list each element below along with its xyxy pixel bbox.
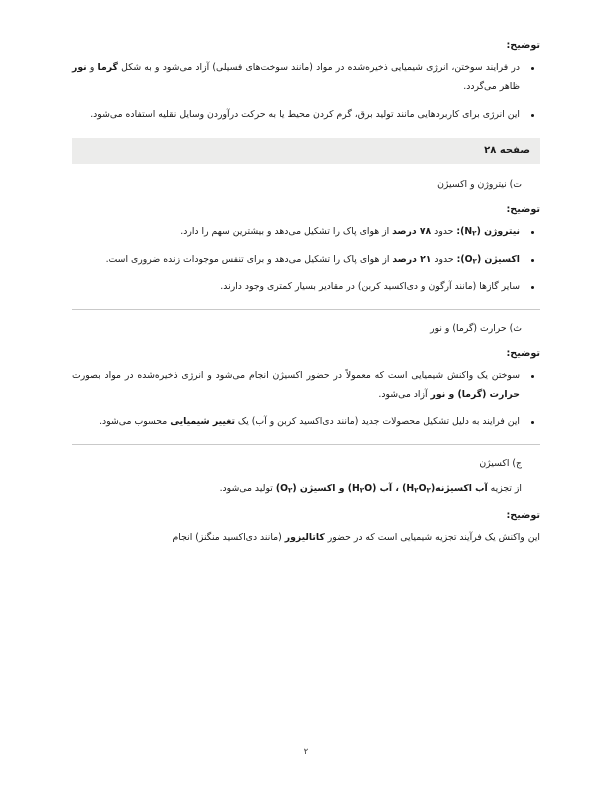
paragraph-catalyst: این واکنش یک فرآیند تجزیه شیمیایی است که در حضور کاتالیزور (مانند دی‌اکسید منگنز) انجام [172,532,540,544]
list-item: سوختن یک واکنش شیمیایی است که معمولاً در حضور اکسیژن انجام می‌شود و انرژی ذخیره‌شده در مواد بصورت حرارت (گرما) و نور آزاد می‌شود. [72,367,540,404]
subheading-nitrogen-oxygen: ت) نیتروژن و اکسیژن [437,179,522,191]
explanation-label-2: توضیح: [506,203,540,215]
list-item: اکسیژن $(O_۲)$: حدود ۲۱ درصد از هوای پاک را تشکیل می‌دهد و برای تنفس موجودات زنده ضروری است. [72,251,540,270]
list-item: در فرایند سوختن، انرژی شیمیایی ذخیره‌شده در مواد (مانند سوخت‌های فسیلی) آزاد می‌شود و به شکل گرما و نور ظاهر می‌گردد. [72,59,540,96]
explanation-label-1: توضیح: [506,40,540,51]
subheading-heat-light: ث) حرارت (گرما) و نور [430,322,522,334]
bullet-list-heat-light [72,367,540,432]
bullet-list-air-composition [72,223,540,297]
page-number: ۲ [303,746,309,756]
section-heading-page28: صفحه ۲۸ [72,138,540,164]
bullet-list-combustion [72,59,540,124]
subheading-oxygen: ج) اکسیژن [479,457,522,469]
divider [72,309,540,310]
list-item: سایر گازها (مانند آرگون و دی‌اکسید کربن) در مقادیر بسیار کمتری وجود دارند. [72,278,540,297]
explanation-label-3: توضیح: [506,347,540,359]
paragraph-peroxide-decomposition: از تجزیه آب $اکسیژنه(H_۲O_۲)$ ، آب $(H_۲O)$ و اکسیژن $(O_۲)$ تولید می‌شود. [219,483,522,495]
divider [72,444,540,445]
list-item: این انرژی برای کاربردهایی مانند تولید برق، گرم کردن محیط یا به حرکت درآوردن وسایل نقلیه استفاده می‌شود. [72,106,540,125]
list-item: این فرایند به دلیل تشکیل محصولات جدید (مانند دی‌اکسید کربن و آب) یک تغییر شیمیایی محسوب می‌شود. [72,413,540,432]
list-item: نیتروژن $(N_۲)$: حدود ۷۸ درصد از هوای پاک را تشکیل می‌دهد و بیشترین سهم را دارد. [72,223,540,242]
explanation-label-4: توضیح: [506,509,540,521]
document-body [72,38,540,548]
